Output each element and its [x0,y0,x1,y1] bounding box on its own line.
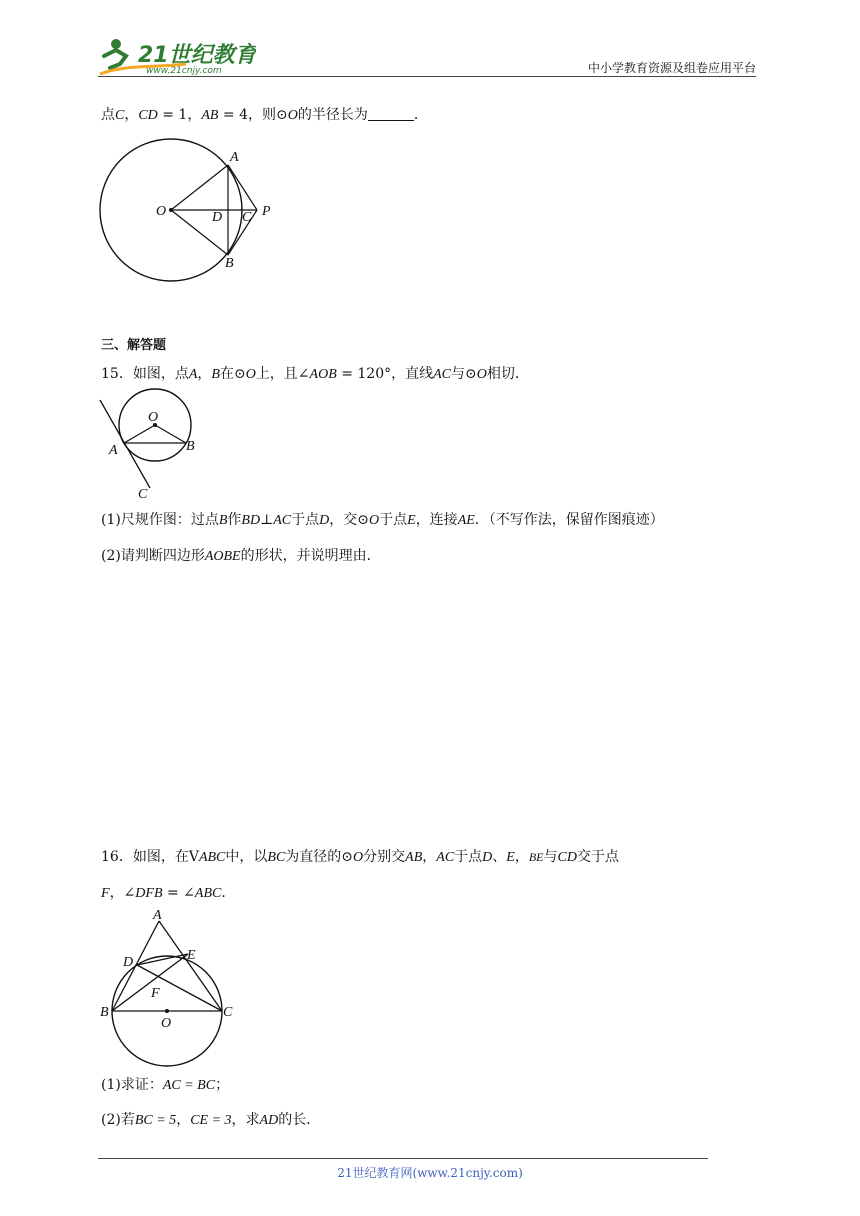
section-title: 三、解答题 [101,338,167,353]
label-e: E [187,948,196,963]
label-o: O [148,410,159,425]
q14-text: 点C，CD = 1，AB = 4，则⊙O的半径长为 ． [101,107,428,123]
label-c: C [242,210,252,225]
label-b: B [225,256,234,271]
label-p: P [262,204,271,219]
label-a: A [109,443,118,458]
q16-stem-line2: F，∠DFB = ∠ABC． [101,885,236,901]
label-f: F [151,986,160,1001]
label-d: D [212,210,223,225]
footer-divider [98,1158,708,1159]
header-divider [98,76,756,77]
header-platform-text: 中小学教育资源及组卷应用平台 [587,61,756,75]
figure-q14 [92,135,292,285]
q16-part1: (1)求证：AC = BC； [101,1077,230,1093]
q15-stem: 15．如图，点A，B在⊙O上，且∠AOB = 120°，直线AC与⊙O相切． [101,366,529,382]
q16-part2: (2)若BC = 5，CE = 3，求AD的长． [101,1112,321,1128]
label-d: D [123,955,134,970]
figure-q16 [95,903,245,1068]
label-o: O [156,204,167,219]
logo-url: www.21cnjy.com [146,66,222,76]
header-logo [96,34,256,78]
label-b: B [100,1005,109,1020]
label-c: C [223,1005,233,1020]
label-c: C [138,487,148,502]
label-o: O [161,1016,172,1031]
logo-text: 21世纪教育 [138,43,256,68]
q15-part1: (1)尺规作图：过点B作BD⊥AC于点D，交⊙O于点E，连接AE．（不写作法，保留作图痕迹） [101,512,664,528]
logo-icon [96,34,256,78]
q15-part2: (2)请判断四边形AOBE的形状，并说明理由． [101,548,381,564]
footer-link[interactable]: 21世纪教育网(www.21cnjy.com) [337,1166,523,1180]
label-a: A [230,150,239,165]
answer-blank [368,106,414,121]
figure-q15 [92,388,212,503]
q16-stem-line1: 16．如图，在VABC中，以BC为直径的⊙O分别交AB，AC于点D、E，BE与CD交于点 [101,849,619,865]
label-a: A [153,908,162,923]
label-b: B [186,439,195,454]
